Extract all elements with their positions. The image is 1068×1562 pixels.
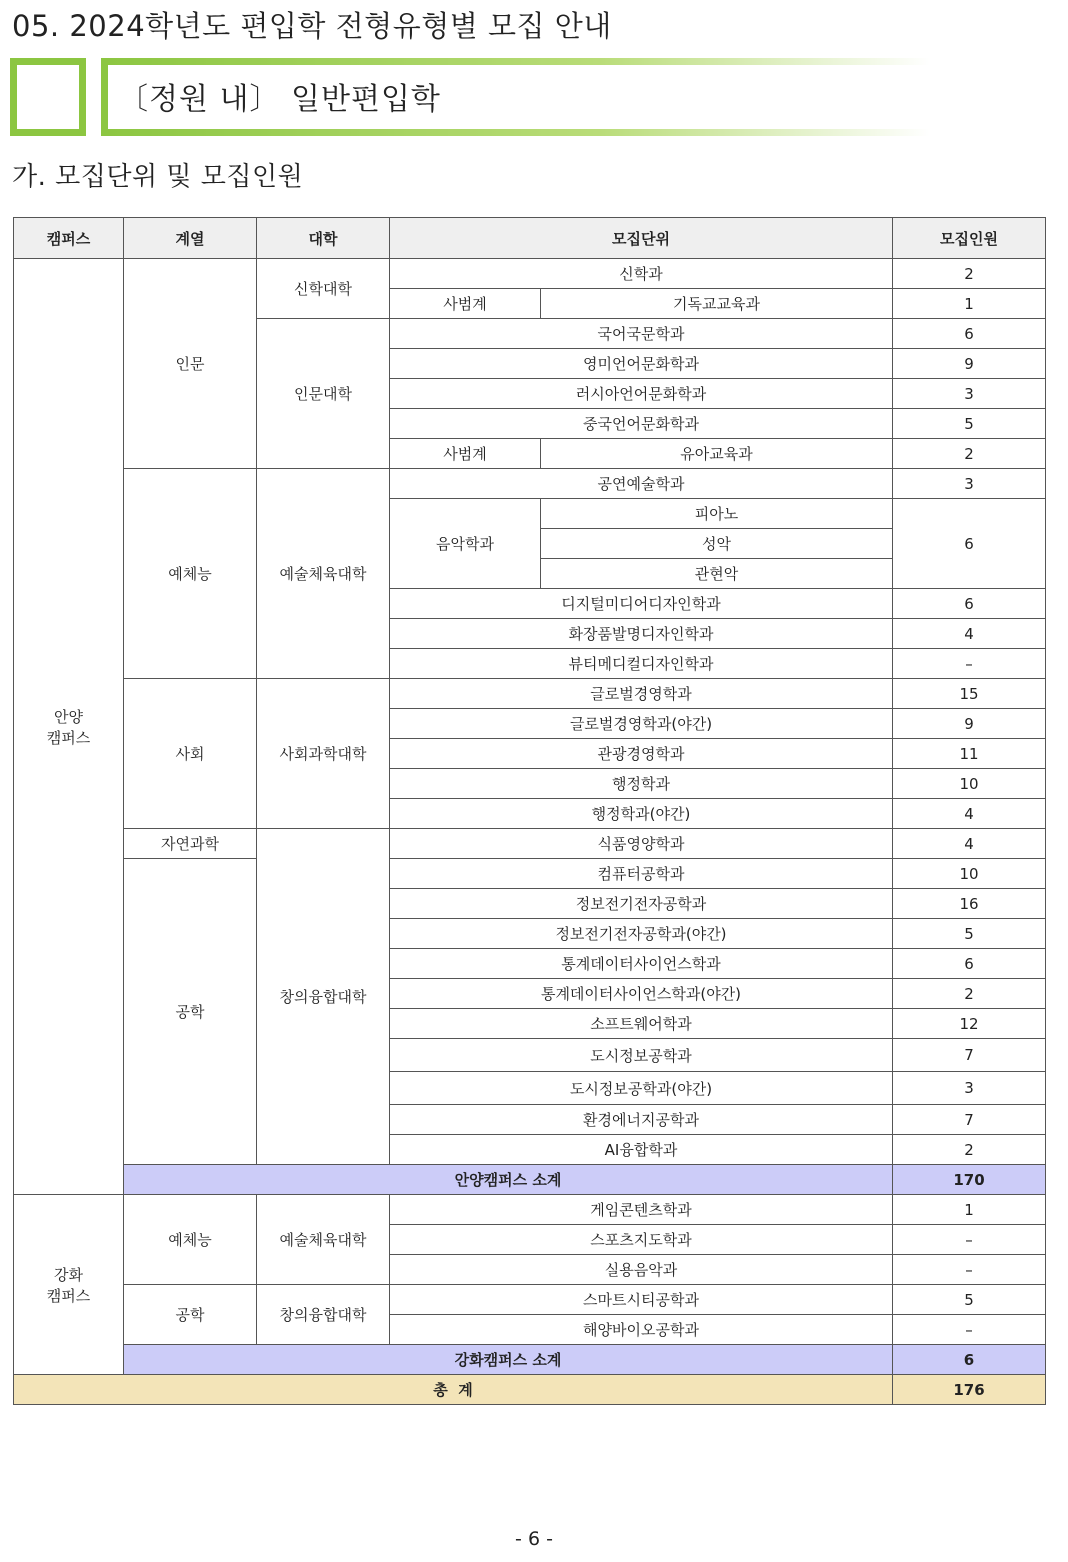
- unit-cell: 환경에너지공학과: [390, 1105, 893, 1135]
- count-cell: 5: [893, 409, 1046, 439]
- unit-cell: 글로벌경영학과: [390, 679, 893, 709]
- count-cell: 1: [893, 289, 1046, 319]
- unit-cell: 정보전기전자공학과: [390, 889, 893, 919]
- count-cell: 9: [893, 709, 1046, 739]
- header-college: 대학: [257, 218, 390, 259]
- unit-cell: 스포츠지도학과: [390, 1225, 893, 1255]
- unit-cell: 관광경영학과: [390, 739, 893, 769]
- count-cell: 6: [893, 589, 1046, 619]
- college-cell: 사회과학대학: [257, 679, 390, 829]
- table-row: [14, 1285, 1046, 1315]
- unit-cell: 행정학과(야간): [390, 799, 893, 829]
- count-cell: 1: [893, 1195, 1046, 1225]
- total-value: 176: [893, 1375, 1046, 1405]
- subtotal-value: 6: [893, 1345, 1046, 1375]
- page-heading: 05. 2024학년도 편입학 전형유형별 모집 안내: [12, 9, 612, 43]
- count-cell: 11: [893, 739, 1046, 769]
- count-cell: –: [893, 1255, 1046, 1285]
- unit-cell: 공연예술학과: [390, 469, 893, 499]
- unit-group-cell: 사범계: [390, 439, 541, 469]
- count-cell: 3: [893, 1072, 1046, 1105]
- unit-cell: 화장품발명디자인학과: [390, 619, 893, 649]
- count-cell: 2: [893, 439, 1046, 469]
- unit-group-cell: 사범계: [390, 289, 541, 319]
- unit-cell: 기독교교육과: [541, 289, 893, 319]
- table-row: [14, 259, 1046, 289]
- count-cell: 12: [893, 1009, 1046, 1039]
- recruitment-table: [13, 217, 1046, 1405]
- table-row: [14, 679, 1046, 709]
- count-cell: 16: [893, 889, 1046, 919]
- section-subheading: 가. 모집단위 및 모집인원: [12, 162, 304, 192]
- count-cell: 4: [893, 619, 1046, 649]
- total-row: [14, 1375, 1046, 1405]
- count-cell: 6: [893, 319, 1046, 349]
- unit-cell: 게임콘텐츠학과: [390, 1195, 893, 1225]
- unit-cell: 식품영양학과: [390, 829, 893, 859]
- unit-cell: 스마트시티공학과: [390, 1285, 893, 1315]
- series-cell: 공학: [124, 1285, 257, 1345]
- count-cell: 7: [893, 1105, 1046, 1135]
- unit-cell: 통계데이터사이언스학과: [390, 949, 893, 979]
- series-cell: 공학: [124, 859, 257, 1165]
- unit-cell: 러시아언어문화학과: [390, 379, 893, 409]
- unit-cell: 정보전기전자공학과(야간): [390, 919, 893, 949]
- table-row: [14, 859, 1046, 889]
- unit-cell: 도시정보공학과(야간): [390, 1072, 893, 1105]
- unit-cell: 글로벌경영학과(야간): [390, 709, 893, 739]
- header-series: 계열: [124, 218, 257, 259]
- count-cell: 6: [893, 949, 1046, 979]
- count-cell: –: [893, 1225, 1046, 1255]
- table-row: [14, 1195, 1046, 1225]
- series-cell: 예체능: [124, 469, 257, 679]
- unit-cell: 국어국문학과: [390, 319, 893, 349]
- banner-title: 〔정원 내〕 일반편입학: [118, 82, 441, 117]
- subtotal-row-ganghwa: [14, 1345, 1046, 1375]
- count-cell: 4: [893, 799, 1046, 829]
- banner-left-bar: [101, 58, 108, 136]
- header-unit: 모집단위: [390, 218, 893, 259]
- college-cell: 인문대학: [257, 319, 390, 469]
- unit-cell: 실용음악과: [390, 1255, 893, 1285]
- unit-group-cell: 음악학과: [390, 499, 541, 589]
- page-number: - 6 -: [515, 1528, 553, 1550]
- series-cell: 사회: [124, 679, 257, 829]
- banner-bottom-bar: [101, 129, 930, 136]
- count-cell: –: [893, 649, 1046, 679]
- count-cell: 4: [893, 829, 1046, 859]
- college-cell: 창의융합대학: [257, 1285, 390, 1345]
- table-row: [14, 469, 1046, 499]
- count-cell: 10: [893, 859, 1046, 889]
- unit-cell: 소프트웨어학과: [390, 1009, 893, 1039]
- unit-cell: 신학과: [390, 259, 893, 289]
- count-cell: 5: [893, 919, 1046, 949]
- unit-sub-cell: 관현악: [541, 559, 893, 589]
- header-count: 모집인원: [893, 218, 1046, 259]
- subtotal-row-anyang: [14, 1165, 1046, 1195]
- subtotal-label: 강화캠퍼스 소계: [124, 1345, 893, 1375]
- series-cell: 인문: [124, 259, 257, 469]
- count-cell: 10: [893, 769, 1046, 799]
- header-campus: 캠퍼스: [14, 218, 124, 259]
- table-row: [14, 829, 1046, 859]
- series-cell: 예체능: [124, 1195, 257, 1285]
- college-cell: 예술체육대학: [257, 1195, 390, 1285]
- total-label: 총 계: [14, 1375, 893, 1405]
- unit-cell: AI융합학과: [390, 1135, 893, 1165]
- college-cell: 예술체육대학: [257, 469, 390, 679]
- count-cell: 2: [893, 979, 1046, 1009]
- count-cell: –: [893, 1315, 1046, 1345]
- unit-cell: 행정학과: [390, 769, 893, 799]
- unit-cell: 중국언어문화학과: [390, 409, 893, 439]
- count-cell: 7: [893, 1039, 1046, 1072]
- unit-sub-cell: 피아노: [541, 499, 893, 529]
- unit-cell: 영미언어문화학과: [390, 349, 893, 379]
- unit-cell: 도시정보공학과: [390, 1039, 893, 1072]
- unit-cell: 해양바이오공학과: [390, 1315, 893, 1345]
- unit-cell: 뷰티메디컬디자인학과: [390, 649, 893, 679]
- banner-square-decoration: [10, 58, 86, 136]
- college-cell: 신학대학: [257, 259, 390, 319]
- campus-cell-anyang: 안양 캠퍼스: [14, 259, 124, 1195]
- subtotal-value: 170: [893, 1165, 1046, 1195]
- count-cell: 6: [893, 499, 1046, 589]
- banner-top-bar: [101, 58, 930, 65]
- college-cell: 창의융합대학: [257, 829, 390, 1165]
- unit-sub-cell: 성악: [541, 529, 893, 559]
- count-cell: 9: [893, 349, 1046, 379]
- unit-cell: 통계데이터사이언스학과(야간): [390, 979, 893, 1009]
- count-cell: 2: [893, 1135, 1046, 1165]
- count-cell: 5: [893, 1285, 1046, 1315]
- count-cell: 15: [893, 679, 1046, 709]
- count-cell: 3: [893, 379, 1046, 409]
- count-cell: 2: [893, 259, 1046, 289]
- campus-cell-ganghwa: 강화 캠퍼스: [14, 1195, 124, 1375]
- unit-cell: 컴퓨터공학과: [390, 859, 893, 889]
- unit-cell: 디지털미디어디자인학과: [390, 589, 893, 619]
- count-cell: 3: [893, 469, 1046, 499]
- table-header-row: [14, 218, 1046, 259]
- subtotal-label: 안양캠퍼스 소계: [124, 1165, 893, 1195]
- section-banner: [10, 58, 930, 136]
- series-cell: 자연과학: [124, 829, 257, 859]
- unit-cell: 유아교육과: [541, 439, 893, 469]
